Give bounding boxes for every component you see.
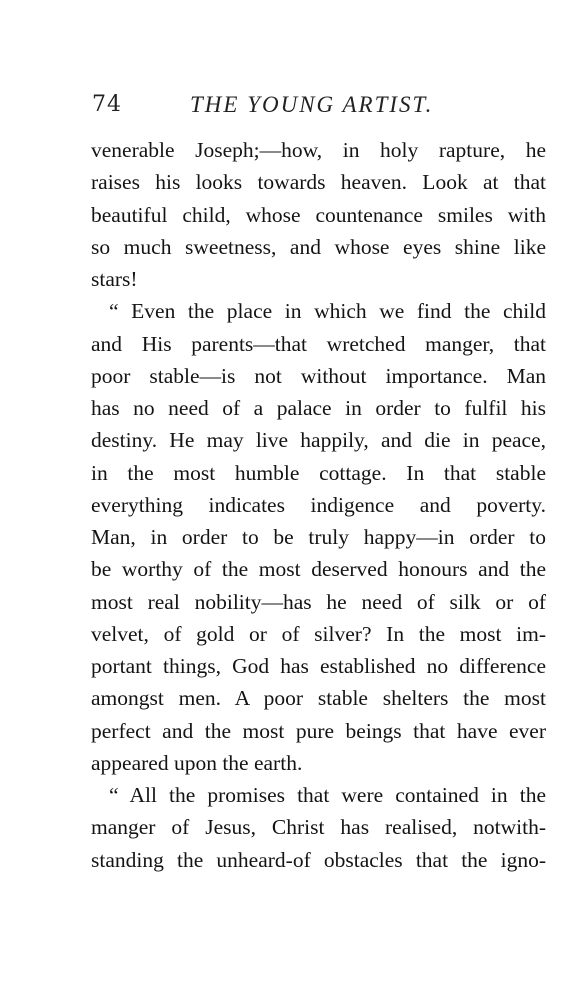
text-line: and His parents—that wretched manger, that bbox=[91, 331, 546, 356]
text-line: stars! bbox=[91, 267, 138, 291]
text-line: standing the unheard-of obstacles that the igno- bbox=[91, 847, 546, 872]
running-title: THE YOUNG ARTIST. bbox=[190, 92, 434, 117]
text-line: venerable Joseph;—how, in holy rapture, he bbox=[91, 138, 546, 162]
text-line: has no need of a palace in order to fulfil his bbox=[91, 396, 546, 420]
text-line: portant things, God has established no difference bbox=[91, 654, 546, 678]
page-number: 74 bbox=[92, 92, 122, 117]
text-line: everything indicates indigence and poverty. bbox=[91, 492, 546, 517]
text-line: beautiful child, whose countenance smiles with bbox=[91, 202, 546, 227]
text-line: “ All the promises that were contained in the bbox=[109, 783, 546, 807]
text-line: amongst men. A poor stable shelters the most bbox=[91, 686, 546, 711]
text-line: Man, in order to be truly happy—in order to bbox=[91, 525, 546, 549]
text-line: poor stable—is not without importance. Man bbox=[91, 363, 546, 388]
text-line: velvet, of gold or of silver? In the most im- bbox=[91, 621, 546, 646]
text-line: “ Even the place in which we find the child bbox=[109, 299, 546, 324]
text-line: perfect and the most pure beings that have ever bbox=[91, 718, 546, 743]
text-line: raises his looks towards heaven. Look at that bbox=[91, 170, 546, 195]
text-line: so much sweetness, and whose eyes shine like bbox=[91, 234, 546, 259]
text-line: manger of Jesus, Christ has realised, notwith- bbox=[91, 815, 546, 840]
text-line: be worthy of the most deserved honours and the bbox=[91, 557, 546, 582]
text-line: in the most humble cottage. In that stable bbox=[91, 460, 546, 485]
text-line: destiny. He may live happily, and die in peace, bbox=[91, 428, 546, 453]
body-text bbox=[91, 134, 546, 876]
running-head bbox=[0, 92, 575, 122]
text-line: appeared upon the earth. bbox=[91, 750, 303, 775]
text-line: most real nobility—has he need of silk or of bbox=[91, 589, 546, 614]
